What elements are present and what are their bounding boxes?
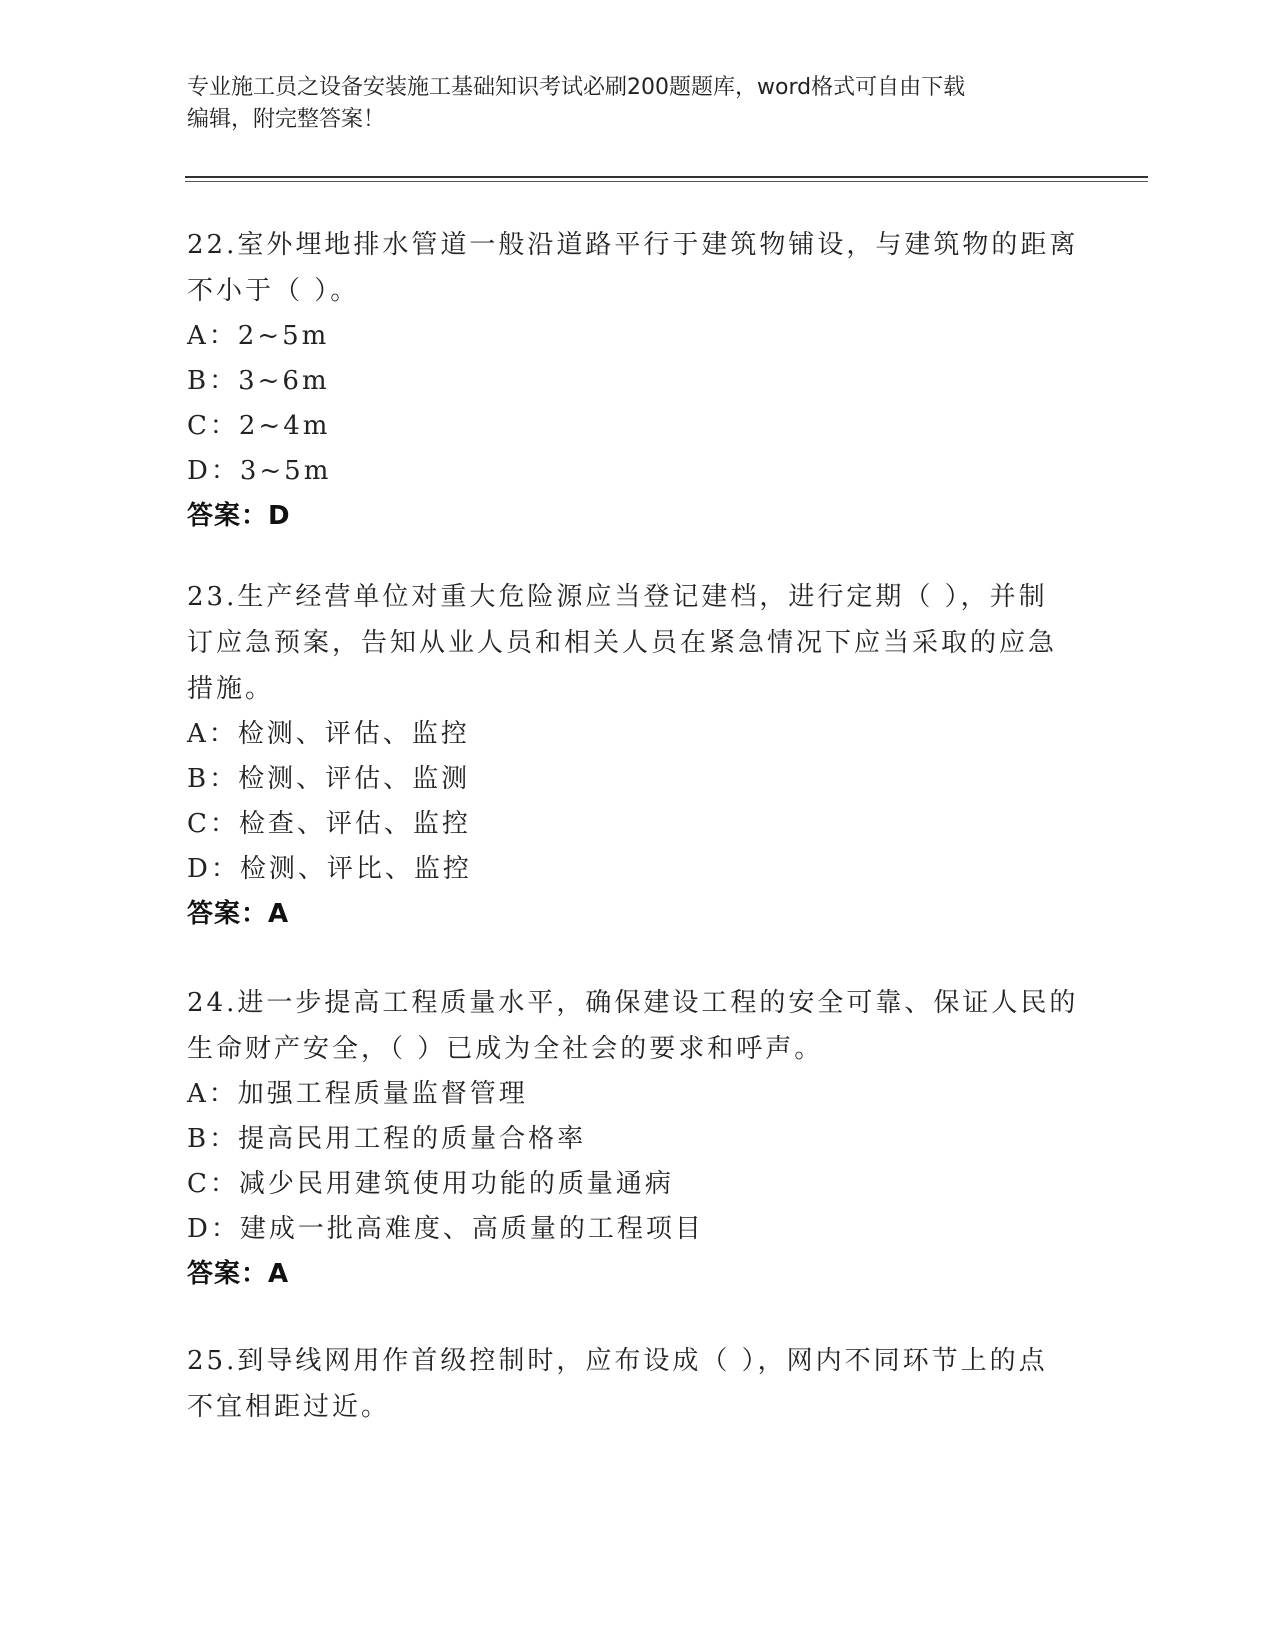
option-b: B：提高民用工程的质量合格率 (187, 1124, 587, 1154)
option-c: C：减少民用建筑使用功能的质量通病 (187, 1169, 674, 1199)
option-d: D：检测、评比、监控 (187, 854, 472, 884)
option-d: D：建成一批高难度、高质量的工程项目 (187, 1214, 704, 1244)
question-22 (187, 222, 1107, 539)
option-b: B：检测、评估、监测 (187, 764, 471, 794)
option-b: B：3~6m (187, 366, 330, 396)
header-title-line-1: 专业施工员之设备安装施工基础知识考试必刷200题题库，word格式可自由下载 (187, 75, 966, 100)
option-c: C：2~4m (187, 411, 331, 441)
answer-label: 答案：A (187, 1259, 290, 1289)
header-divider-thin (185, 181, 1148, 182)
header-title-line-2: 编辑，附完整答案！ (187, 107, 386, 132)
question-text-line: 22.室外埋地排水管道一般沿道路平行于建筑物铺设，与建筑物的距离 (187, 230, 1079, 260)
option-a: A：检测、评估、监控 (187, 719, 470, 749)
question-text-line: 措施。 (187, 674, 275, 704)
answer-label: 答案：D (187, 501, 291, 531)
question-text-line: 25.到导线网用作首级控制时，应布设成（ ），网内不同环节上的点 (187, 1346, 1048, 1376)
question-text-line: 23.生产经营单位对重大危险源应当登记建档，进行定期（ ），并制 (187, 582, 1048, 612)
option-d: D：3~5m (187, 456, 332, 486)
option-c: C：检查、评估、监控 (187, 809, 471, 839)
question-text-line: 生命财产安全，（ ）已成为全社会的要求和呼声。 (187, 1034, 824, 1064)
option-a: A：加强工程质量监督管理 (187, 1079, 528, 1109)
question-24 (187, 980, 1107, 1297)
document-header (187, 72, 1087, 136)
question-25 (187, 1338, 1107, 1430)
question-text-line: 不宜相距过近。 (187, 1392, 391, 1422)
answer-label: 答案：A (187, 899, 290, 929)
option-a: A：2~5m (187, 321, 330, 351)
question-text-line: 订应急预案，告知从业人员和相关人员在紧急情况下应当采取的应急 (187, 628, 1058, 658)
question-23 (187, 574, 1107, 937)
header-divider-thick (185, 176, 1148, 178)
question-text-line: 24.进一步提高工程质量水平，确保建设工程的安全可靠、保证人民的 (187, 988, 1079, 1018)
question-text-line: 不小于（ ）。 (187, 276, 360, 306)
